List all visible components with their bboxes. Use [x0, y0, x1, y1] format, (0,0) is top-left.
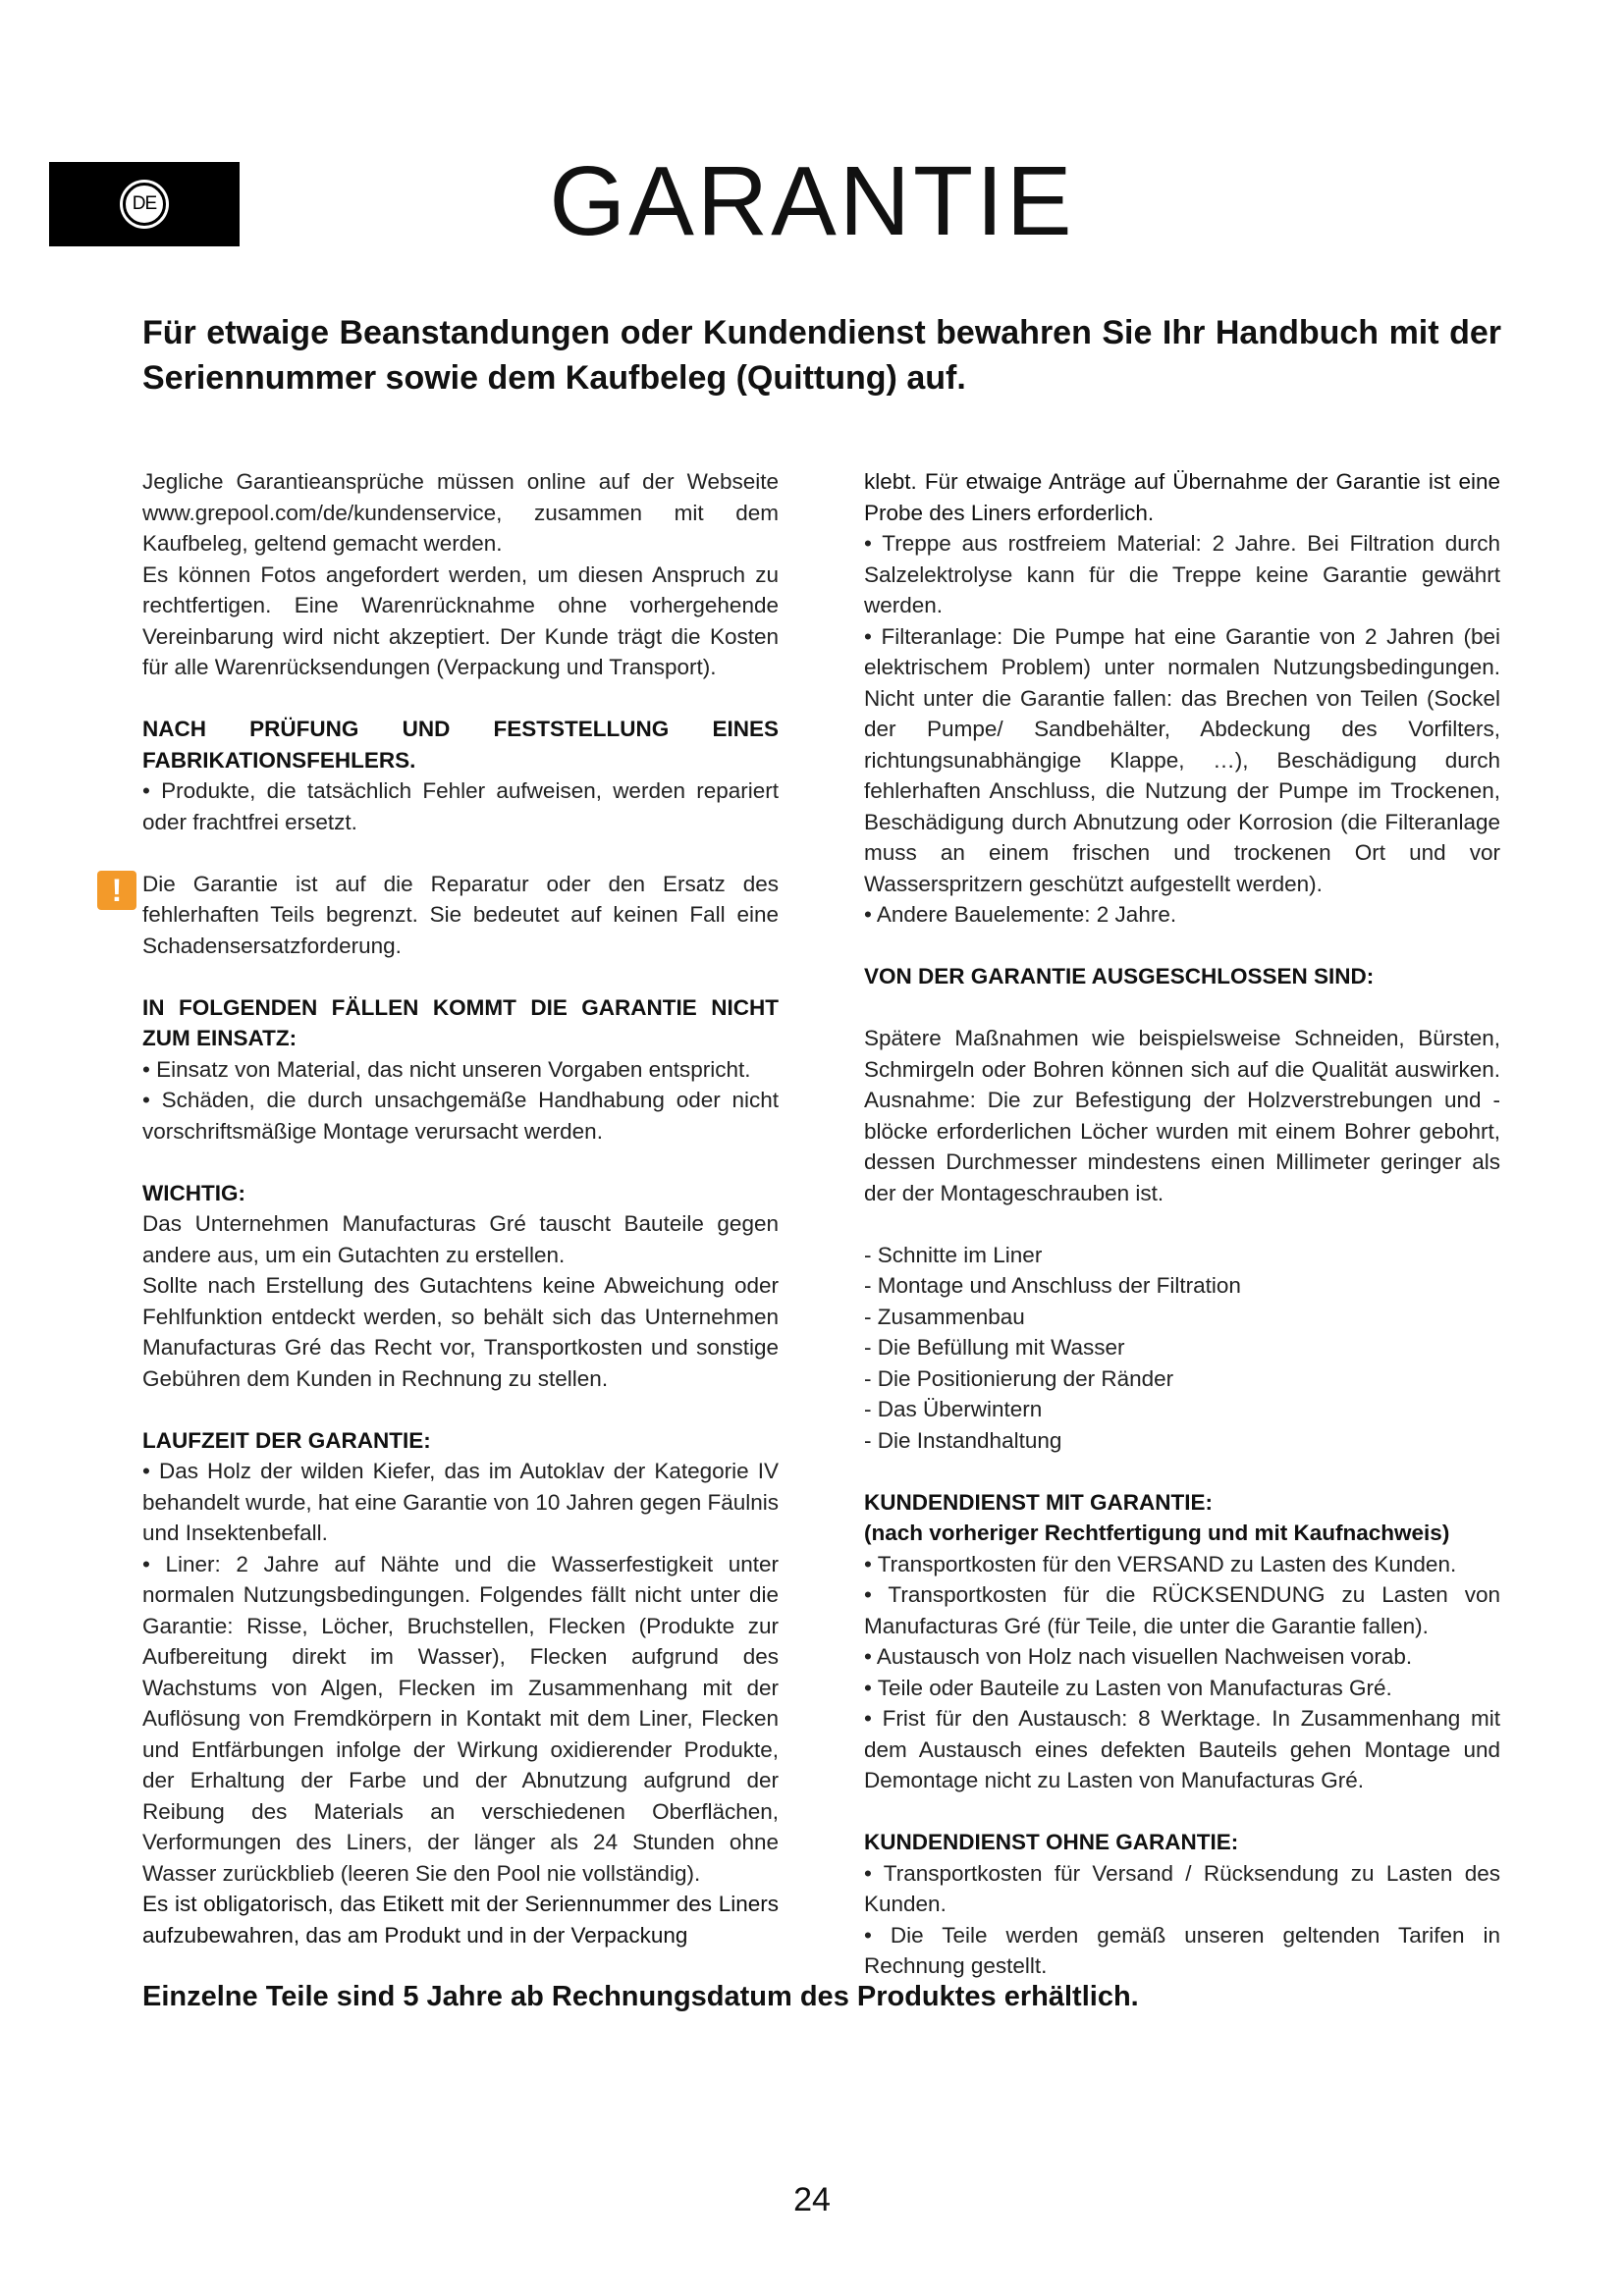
service-with-warranty-item: • Austausch von Holz nach visuellen Nachweisen vorab. [864, 1644, 1413, 1669]
duration-item: • Liner: 2 Jahre auf Nähte und die Wasserfestigkeit unter normalen Nutzungsbedingungen. Folgendes fällt nicht unter die Garantie: Risse, Löcher, Bruchstellen, Flecken (Produkte zur Aufbereitung direkt im Wasser), Flecken aufgrund des Wachstums von Algen, Flecken im Zusammenhang mit der Auflösung von Fremdkörpern in Kontakt mit dem Liner, Flecken und Entfärbungen infolge der Wirkung oxidierender Produkte, der Erhaltung der Farbe und der Abnutzung aufgrund der Reibung des Materials an verschiedenen Oberflächen, Verformungen des Liners, der länger als 24 Stunden ohne Wasser zurückblieb (leeren Sie den Pool nie vollständig). [142, 1551, 779, 1886]
important-heading: WICHTIG: [142, 1180, 245, 1205]
page-number: 24 [793, 2181, 831, 2218]
intro-text: Für etwaige Beanstandungen oder Kundendienst bewahren Sie Ihr Handbuch mit der Seriennummer sowie dem Kaufbeleg (Quittung) auf. [142, 314, 1501, 397]
not-covered-item: • Schäden, die durch unsachgemäße Handhabung oder nicht vorschriftsmäßige Montage verursacht werden. [142, 1088, 779, 1144]
claim-paragraph: Jegliche Garantieansprüche müssen online auf der Webseite www.grepool.com/de/kundenservice, zusammen mit dem Kaufbeleg, geltend gemacht werden. [142, 469, 779, 556]
service-with-warranty-subheading: (nach vorheriger Rechtfertigung und mit Kaufnachweis) [864, 1521, 1450, 1545]
liner-continuation: klebt. Für etwaige Anträge auf Übernahme der Garantie ist eine Probe des Liners erforderlich. [864, 469, 1500, 525]
service-with-warranty-item: • Teile oder Bauteile zu Lasten von Manufacturas Gré. [864, 1675, 1392, 1700]
not-covered-item: • Einsatz von Material, das nicht unseren Vorgaben entspricht. [142, 1056, 751, 1082]
warning-block [111, 869, 779, 962]
excluded-list-item: - Die Befüllung mit Wasser [864, 1335, 1125, 1360]
duration-item: • Andere Bauelemente: 2 Jahre. [864, 902, 1177, 927]
left-column [111, 466, 779, 1950]
excluded-list-item: - Schnitte im Liner [864, 1242, 1043, 1267]
service-with-warranty-item: • Transportkosten für die RÜCKSENDUNG zu Lasten von Manufacturas Gré (für Teile, die unter die Garantie fallen). [864, 1582, 1500, 1638]
not-covered-heading: IN FOLGENDEN FÄLLEN KOMMT DIE GARANTIE NICHT ZUM EINSATZ: [142, 994, 779, 1050]
fabrication-defect-heading: NACH PRÜFUNG UND FESTSTELLUNG EINES FABRIKATIONSFEHLERS. [142, 717, 779, 773]
excluded-heading: VON DER GARANTIE AUSGESCHLOSSEN SIND: [864, 964, 1375, 988]
service-with-warranty-item: • Frist für den Austausch: 8 Werktage. In Zusammenhang mit dem Austausch eines defekten Bauteils gehen Montage und Demontage nicht zu Lasten von Manufacturas Gré. [864, 1706, 1500, 1792]
service-without-warranty-item: • Transportkosten für Versand / Rücksendung zu Lasten des Kunden. [864, 1860, 1500, 1916]
service-with-warranty-heading: KUNDENDIENST MIT GARANTIE: [864, 1489, 1213, 1515]
excluded-paragraph: Spätere Maßnahmen wie beispielsweise Schneiden, Bürsten, Schmirgeln oder Bohren können sich auf die Qualität auswirken. Ausnahme: Die zur Befestigung der Holzverstrebungen und -blöcke erforderlichen Löcher wurden mit einem Bohrer gebohrt, dessen Durchmesser mindestens einen Millimeter geringer als der der Montageschrauben ist. [864, 1026, 1500, 1205]
excluded-list-item: - Montage und Anschluss der Filtration [864, 1273, 1241, 1298]
excluded-list-item: - Die Positionierung der Ränder [864, 1365, 1174, 1391]
spare-parts-note: Einzelne Teile sind 5 Jahre ab Rechnungsdatum des Produktes erhältlich. [142, 1981, 1139, 2012]
duration-item: • Das Holz der wilden Kiefer, das im Autoklav der Kategorie IV behandelt wurde, hat eine Garantie von 10 Jahren gegen Fäulnis und Insektenbefall. [142, 1459, 779, 1545]
duration-item: Es ist obligatorisch, das Etikett mit der Seriennummer des Liners aufzubewahren, das am Produkt und in der Verpackung [142, 1892, 779, 1948]
excluded-list-item: - Zusammenbau [864, 1304, 1025, 1329]
service-without-warranty-heading: KUNDENDIENST OHNE GARANTIE: [864, 1830, 1239, 1854]
excluded-list-item: - Das Überwintern [864, 1397, 1043, 1421]
photos-paragraph: Es können Fotos angefordert werden, um diesen Anspruch zu rechtfertigen. Eine Warenrücknahme ohne vorhergehende Vereinbarung wird nicht akzeptiert. Der Kunde trägt die Kosten für alle Warenrücksendungen (Verpackung und Transport). [142, 561, 779, 679]
page-title: GARANTIE [549, 146, 1075, 256]
warning-text: Die Garantie ist auf die Reparatur oder den Ersatz des fehlerhaften Teils begrenzt. Sie bedeutet auf keinen Fall eine Schadensersatzforderung. [142, 871, 779, 958]
warning-icon: ! [97, 871, 136, 910]
service-with-warranty-item: • Transportkosten für den VERSAND zu Lasten des Kunden. [864, 1551, 1457, 1576]
fabrication-defect-item: • Produkte, die tatsächlich Fehler aufweisen, werden repariert oder frachtfrei ersetzt. [142, 778, 779, 834]
important-text: Das Unternehmen Manufacturas Gré tauscht Bauteile gegen andere aus, um ein Gutachten zu erstellen. [142, 1211, 779, 1267]
duration-item: • Filteranlage: Die Pumpe hat eine Garantie von 2 Jahren (bei elektrischem Problem) unter normalen Nutzungsbedingungen. Nicht unter die Garantie fallen: das Brechen von Teilen (Sockel der Pumpe/ Sandbehälter, Abdeckung des Vorfilters, richtungsunabhängige Klappe, …), Beschädigung durch fehlerhaften Anschluss, die Nutzung der Pumpe im Trockenen, Beschädigung durch Abnutzung oder Korrosion (die Filteranlage muss an einem frischen und trockenen Ort und vor Wasserspritzern geschützt aufgestellt werden). [864, 623, 1500, 896]
right-column [864, 466, 1500, 1982]
service-without-warranty-item: • Die Teile werden gemäß unseren geltenden Tarifen in Rechnung gestellt. [864, 1922, 1500, 1978]
duration-item: • Treppe aus rostfreiem Material: 2 Jahre. Bei Filtration durch Salzelektrolyse kann für die Treppe keine Garantie gewährt werden. [864, 531, 1500, 617]
duration-heading: LAUFZEIT DER GARANTIE: [142, 1427, 431, 1453]
language-badge: DE [123, 183, 166, 226]
excluded-list-item: - Die Instandhaltung [864, 1427, 1062, 1453]
important-text: Sollte nach Erstellung des Gutachtens keine Abweichung oder Fehlfunktion entdeckt werden, so behält sich das Unternehmen Manufacturas Gré das Recht vor, Transportkosten und sonstige Gebühren dem Kunden in Rechnung zu stellen. [142, 1273, 779, 1391]
